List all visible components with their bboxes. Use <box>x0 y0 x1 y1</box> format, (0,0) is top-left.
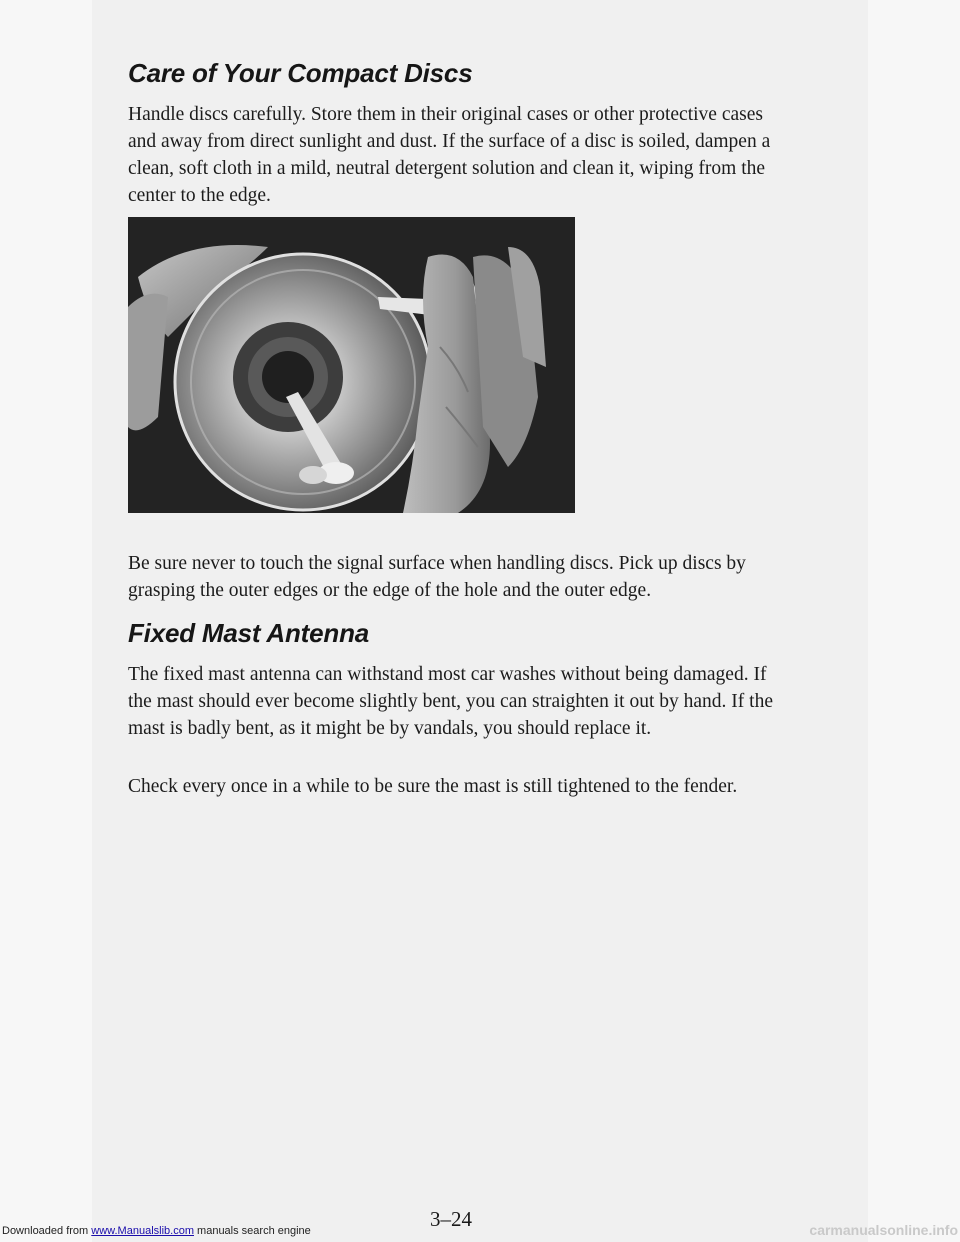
watermark-site: carmanualsonline.info <box>809 1222 958 1238</box>
footer-prefix: Downloaded from <box>2 1225 92 1237</box>
page-number: 3–24 <box>430 1207 472 1231</box>
paragraph-antenna-check: Check every once in a while to be sure the mast is still tightened to the fender. <box>128 776 738 797</box>
download-footer <box>2 1225 311 1237</box>
left-margin <box>0 0 92 1242</box>
paragraph-handle-discs: Handle discs carefully. Store them in their original cases or other protective cases and away from direct sunlight and dust. If the surface of a disc is soiled, dampen a clean, soft cloth in a mild, neutral detergent solution and clean it, wiping from the center to the edge. <box>128 104 771 206</box>
heading-fixed-mast-antenna: Fixed Mast Antenna <box>128 618 370 648</box>
photo-hands-cleaning-disc-icon <box>128 217 575 513</box>
heading-care-of-compact-discs: Care of Your Compact Discs <box>128 58 473 88</box>
paragraph-antenna-car-washes: The fixed mast antenna can withstand most car washes without being damaged. If the mast should ever become slightly bent, you can straighten it out by hand. If the mast is badly bent, as it might be by vandals, you should replace it. <box>128 664 773 739</box>
right-margin <box>868 0 960 1242</box>
manualslib-link[interactable]: www.Manualslib.com <box>91 1225 194 1237</box>
footer-suffix: manuals search engine <box>193 1225 311 1237</box>
paragraph-signal-surface: Be sure never to touch the signal surface when handling discs. Pick up discs by grasping the outer edges or the edge of the hole and the outer edge. <box>128 553 746 601</box>
